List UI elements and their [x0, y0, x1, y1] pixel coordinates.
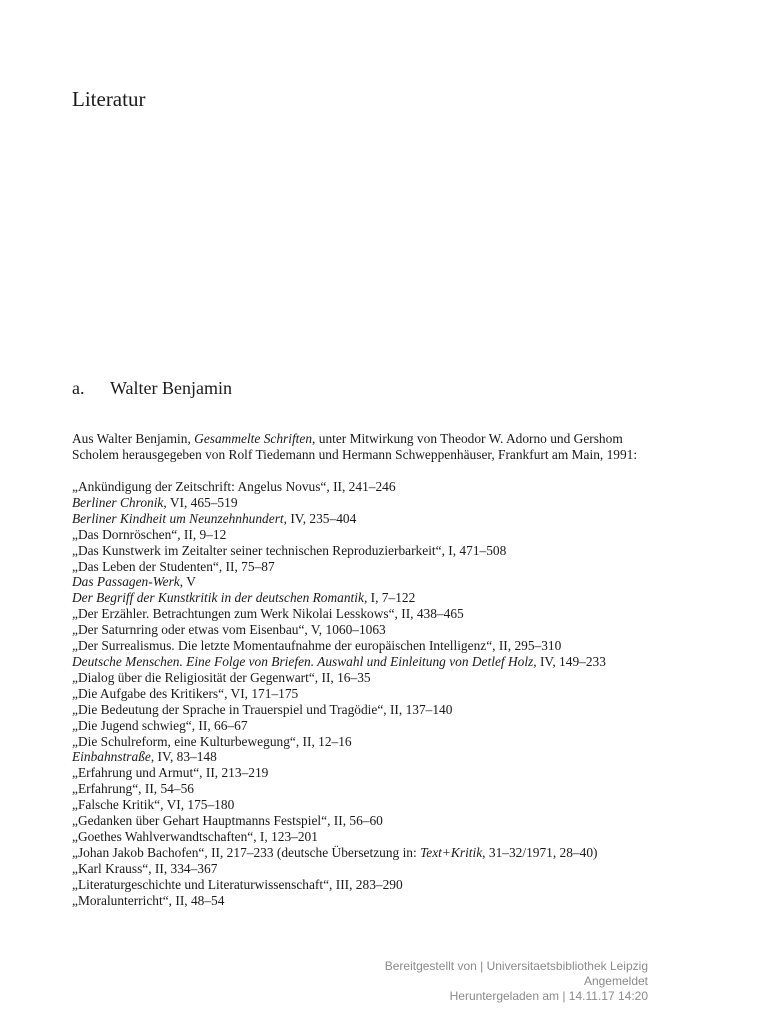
bibliography-entry: [72, 749, 672, 765]
bibliography-entry: [72, 765, 672, 781]
section-title: Walter Benjamin: [110, 378, 233, 398]
bibliography-entry: [72, 543, 672, 559]
work-title: Einbahnstraße: [72, 749, 151, 765]
bibliography-entry: [72, 527, 672, 543]
bibliography-entry: [72, 622, 672, 638]
footer-downloaded: Heruntergeladen am | 14.11.17 14:20: [449, 989, 648, 1003]
citation-text: „Das Dornröschen“, II, 9–12: [72, 526, 227, 542]
bibliography-entry: [72, 654, 672, 670]
citation-text: , I, 7–122: [363, 590, 416, 606]
bibliography-entry: [72, 511, 672, 527]
citation-text: „Ankündigung der Zeitschrift: Angelus Novus“, II, 241–246: [72, 479, 396, 494]
bibliography-entry: [72, 686, 672, 702]
bibliography-entry: [72, 893, 672, 909]
intro-paragraph: [72, 431, 662, 463]
citation-text: „Dialog über die Religiosität der Gegenwart“, II, 16–35: [72, 669, 371, 685]
bibliography-entry: [72, 670, 672, 686]
citation-text: „Der Surrealismus. Die letzte Momentaufnahme der europäischen Intelligenz“, II, 295–310: [72, 638, 562, 654]
citation-text: , IV, 149–233: [533, 653, 606, 669]
citation-text: , 31–32/1971, 28–40): [482, 844, 598, 860]
download-footer: [385, 959, 648, 1004]
citation-text: „Die Bedeutung der Sprache in Trauerspiel und Tragödie“, II, 137–140: [72, 701, 453, 717]
citation-text: , VI, 465–519: [163, 494, 238, 510]
citation-text: , V: [179, 574, 196, 590]
bibliography-entry: [72, 797, 672, 813]
citation-text: Aus Walter Benjamin,: [72, 431, 195, 446]
footer-status: Angemeldet: [583, 974, 648, 988]
work-title: Deutsche Menschen. Eine Folge von Briefen. Auswahl und Einleitung von Detlef Holz: [72, 653, 534, 669]
citation-text: , IV, 83–148: [150, 749, 217, 765]
citation-text: „Die Aufgabe des Kritikers“, VI, 171–175: [72, 685, 299, 701]
citation-text: „Die Schulreform, eine Kulturbewegung“, II, 12–16: [72, 733, 352, 749]
bibliography-entry: [72, 702, 672, 718]
citation-text: „Die Jugend schwieg“, II, 66–67: [72, 717, 248, 733]
bibliography-entry: [72, 718, 672, 734]
bibliography-entry: [72, 495, 672, 511]
citation-text: , unter Mitwirkung von Theodor W. Adorno und Gershom Scholem herausgegeben von Rolf Tiedemann und Hermann Schweppenhäuser, Frankfurt am Main, 1991:: [72, 431, 638, 462]
citation-text: „Das Leben der Studenten“, II, 75–87: [72, 558, 275, 574]
section-number: a.: [72, 378, 85, 398]
citation-text: „Moralunterricht“, II, 48–54: [72, 892, 225, 908]
work-title: Das Passagen-Werk: [72, 574, 180, 590]
citation-text: „Der Saturnring oder etwas vom Eisenbau“, V, 1060–1063: [72, 622, 386, 638]
bibliography-entry: [72, 813, 672, 829]
citation-text: „Der Erzähler. Betrachtungen zum Werk Nikolai Lesskows“, II, 438–465: [72, 606, 464, 622]
citation-text: , IV, 235–404: [283, 510, 357, 526]
citation-text: „Erfahrung und Armut“, II, 213–219: [72, 765, 269, 781]
section-heading: [72, 378, 232, 399]
bibliography-entry: [72, 829, 672, 845]
bibliography-list: [72, 479, 672, 908]
bibliography-entry: [72, 781, 672, 797]
bibliography-entry: [72, 638, 672, 654]
citation-text: „Erfahrung“, II, 54–56: [72, 781, 194, 797]
citation-text: „Karl Krauss“, II, 334–367: [72, 860, 218, 876]
citation-text: „Johan Jakob Bachofen“, II, 217–233 (deutsche Übersetzung in:: [72, 844, 421, 860]
work-title: Berliner Kindheit um Neunzehnhundert: [72, 510, 284, 526]
work-title: Berliner Chronik: [72, 494, 164, 510]
citation-text: „Goethes Wahlverwandtschaften“, I, 123–201: [72, 828, 318, 844]
citation-text: „Falsche Kritik“, VI, 175–180: [72, 797, 235, 813]
bibliography-entry: [72, 574, 672, 590]
citation-text: „Literaturgeschichte und Literaturwissenschaft“, III, 283–290: [72, 876, 403, 892]
work-title: Der Begriff der Kunstkritik in der deutschen Romantik: [72, 590, 364, 606]
work-title: Gesammelte Schriften: [194, 431, 313, 446]
bibliography-entry: [72, 861, 672, 877]
footer-provided-by: Bereitgestellt von | Universitaetsbibliothek Leipzig: [384, 959, 648, 973]
bibliography-entry: [72, 479, 672, 495]
work-title: Text+Kritik: [420, 844, 483, 860]
citation-text: „Gedanken über Gehart Hauptmanns Festspiel“, II, 56–60: [72, 813, 383, 829]
bibliography-entry: [72, 606, 672, 622]
bibliography-entry: [72, 559, 672, 575]
bibliography-entry: [72, 590, 672, 606]
bibliography-entry: [72, 877, 672, 893]
bibliography-entry: [72, 734, 672, 750]
bibliography-entry: [72, 845, 672, 861]
page-title: Literatur: [72, 87, 146, 111]
citation-text: „Das Kunstwerk im Zeitalter seiner technischen Reproduzierbarkeit“, I, 471–508: [72, 542, 507, 558]
